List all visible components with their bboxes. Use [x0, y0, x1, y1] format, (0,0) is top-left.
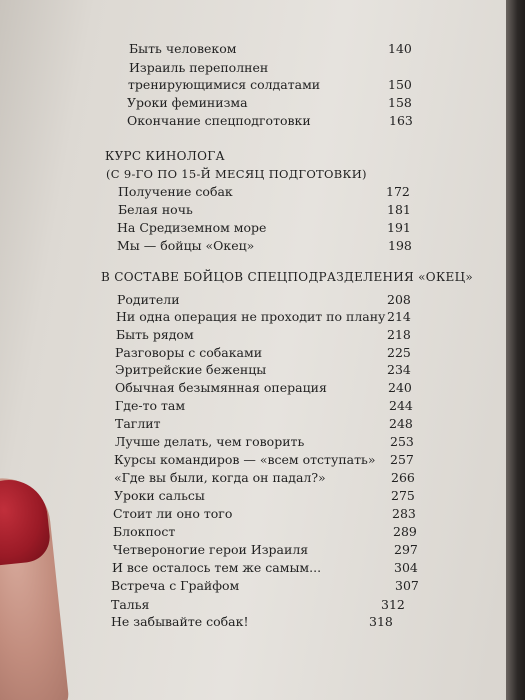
- toc-entry-page: 266: [391, 470, 415, 485]
- toc-entry-title: Белая ночь: [118, 202, 193, 217]
- toc-entry-title: Уроки феминизма: [127, 95, 248, 110]
- section-subheading: (С 9-ГО ПО 15-Й МЕСЯЦ ПОДГОТОВКИ): [106, 167, 367, 181]
- toc-entry-page: 253: [390, 434, 414, 449]
- toc-entry-title: Где-то там: [115, 398, 186, 413]
- toc-entry-title: Родители: [117, 292, 180, 307]
- toc-entry-title: И все осталось тем же самым...: [112, 560, 322, 575]
- toc-entry-page: 218: [387, 327, 411, 342]
- toc-entry-title: Встреча с Грайфом: [111, 578, 240, 593]
- toc-entry-title: «Где вы были, когда он падал?»: [114, 470, 326, 485]
- toc-entry-page: 150: [388, 77, 412, 92]
- toc-entry-page: 318: [369, 614, 393, 629]
- toc-entry-page: 297: [394, 542, 418, 557]
- toc-entry-title: Ни одна операция не проходит по плану: [116, 309, 386, 324]
- toc-entry-page: 240: [388, 380, 412, 395]
- toc-entry-page: 172: [386, 184, 410, 199]
- toc-entry-title: Таглит: [115, 416, 161, 431]
- toc-entry-title: Талья: [111, 597, 150, 612]
- toc-entry-title: Эритрейские беженцы: [115, 362, 267, 377]
- toc-entry-title: Курсы командиров — «всем отступать»: [114, 452, 376, 467]
- toc-entry-title: Получение собак: [118, 184, 233, 199]
- toc-entry-title: Разговоры с собаками: [115, 345, 263, 360]
- toc-entry-title: Уроки сальсы: [114, 488, 205, 503]
- toc-entry-title: Лучше делать, чем говорить: [115, 434, 305, 449]
- section-heading: КУРС КИНОЛОГА: [105, 149, 225, 163]
- toc-entry-title: Израиль переполнен: [129, 60, 269, 75]
- toc-entry-title: Быть человеком: [129, 41, 237, 56]
- toc-entry-page: 191: [387, 220, 411, 235]
- toc-entry-title: Стоит ли оно того: [113, 506, 233, 521]
- toc-entry-title: Не забывайте собак!: [111, 614, 249, 629]
- toc-entry-page: 181: [387, 202, 411, 217]
- toc-entry-page: 163: [389, 113, 413, 128]
- toc-entry-page: 304: [394, 560, 418, 575]
- toc-entry-title: Блокпост: [113, 524, 176, 539]
- toc-entry-title: тренирующимися солдатами: [128, 77, 321, 92]
- toc-entry-page: 234: [387, 362, 411, 377]
- toc-entry-page: 158: [388, 95, 412, 110]
- toc-entry-title: Мы — бойцы «Окец»: [117, 238, 255, 253]
- toc-entry-title: Четвероногие герои Израиля: [113, 542, 309, 557]
- toc-entry-page: 214: [387, 309, 411, 324]
- toc-entry-title: На Средиземном море: [117, 220, 267, 235]
- toc-entry-page: 208: [387, 292, 411, 307]
- toc-entry-page: 283: [392, 506, 416, 521]
- section-heading: В СОСТАВЕ БОЙЦОВ СПЕЦПОДРАЗДЕЛЕНИЯ «ОКЕЦ»: [101, 270, 474, 284]
- toc-entry-title: Быть рядом: [116, 327, 194, 342]
- toc-entry-page: 312: [381, 597, 405, 612]
- toc-entry-page: 244: [389, 398, 413, 413]
- toc-entry-page: 225: [387, 345, 411, 360]
- toc-entry-page: 248: [389, 416, 413, 431]
- toc-entry-title: Обычная безымянная операция: [115, 380, 327, 395]
- toc-entry-page: 307: [395, 578, 419, 593]
- toc-entry-title: Окончание спецподготовки: [127, 113, 311, 128]
- toc-entry-page: 275: [391, 488, 415, 503]
- book-cover-edge: [506, 0, 525, 700]
- toc-entry-page: 289: [393, 524, 417, 539]
- toc-entry-page: 198: [388, 238, 412, 253]
- toc-entry-page: 257: [390, 452, 414, 467]
- toc-entry-page: 140: [388, 41, 412, 56]
